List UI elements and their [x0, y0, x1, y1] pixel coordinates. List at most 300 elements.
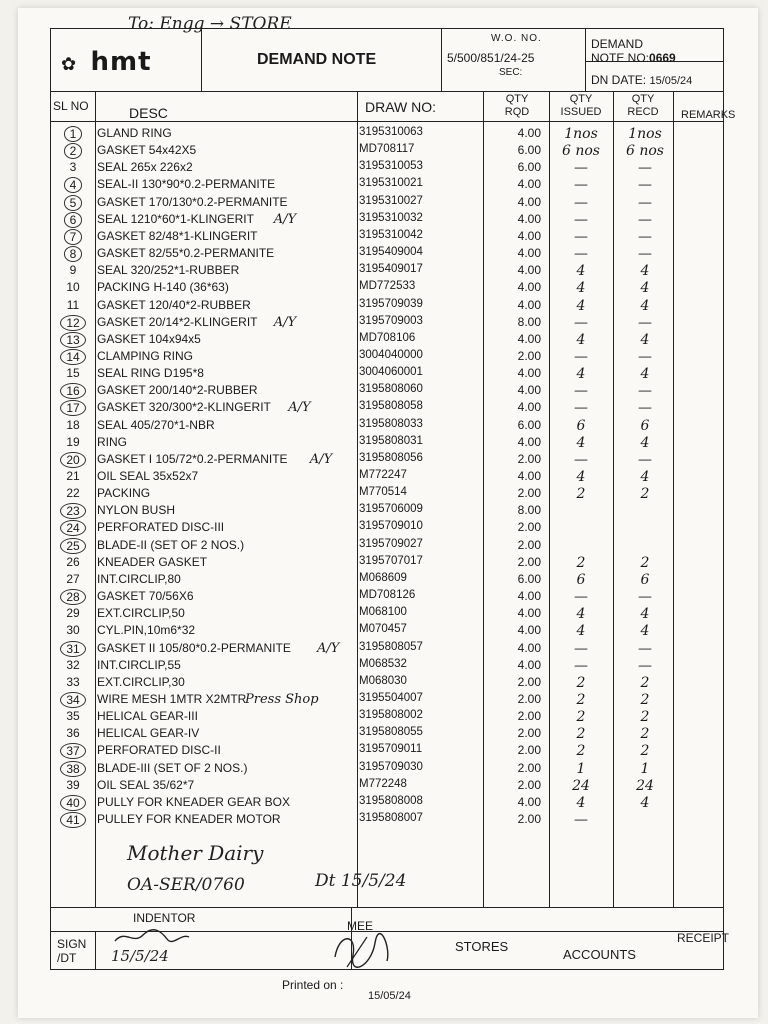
table-row — [51, 468, 723, 485]
indentor-signature: 15/5/24 — [111, 927, 191, 965]
table-row — [51, 279, 723, 296]
table-row — [51, 777, 723, 794]
table-row — [51, 125, 723, 142]
desc-cell: GASKET 120/40*2-RUBBER — [97, 297, 251, 312]
sl-cell: 16 — [51, 383, 95, 399]
draw-no-cell: M068532 — [359, 657, 407, 670]
qty-rqd-cell: 6.00 — [517, 143, 541, 158]
qty-recd-cell: — — [638, 657, 652, 674]
desc-cell: GASKET 200/140*2-RUBBER — [97, 383, 258, 398]
draw-no-cell: 3004060001 — [359, 366, 423, 379]
desc-cell: BLADE-II (SET OF 2 NOS.) — [97, 537, 245, 552]
page-title: DEMAND NOTE — [257, 51, 377, 68]
draw-no-cell: 3195409017 — [359, 263, 423, 276]
qty-issued-cell: 1 — [576, 760, 586, 777]
sl-cell: 5 — [51, 195, 95, 211]
sl-cell: 7 — [51, 229, 95, 245]
draw-no-cell: 3195808060 — [359, 383, 423, 396]
table-row — [51, 708, 723, 725]
sl-cell: 34 — [51, 692, 95, 708]
draw-no-cell: 3195707017 — [359, 554, 423, 567]
qty-rqd-cell: 4.00 — [517, 228, 541, 243]
qty-recd-cell: 4 — [640, 263, 650, 280]
qty-rqd-cell: 2.00 — [517, 726, 541, 741]
qty-rqd-cell: 2.00 — [517, 554, 541, 569]
sl-cell: 31 — [51, 641, 95, 657]
draw-no-cell: MD708106 — [359, 331, 416, 344]
sl-cell: 2 — [51, 143, 95, 159]
desc-cell: EXT.CIRCLIP,30 — [97, 674, 185, 689]
table-row — [51, 211, 723, 228]
table-row — [51, 262, 723, 279]
desc-cell: SEAL-II 130*90*0.2-PERMANITE — [97, 177, 276, 192]
draw-no-cell: 3195709039 — [359, 297, 423, 310]
table-row — [51, 194, 723, 211]
sl-cell: 35 — [66, 709, 80, 724]
remark-note: A/Y — [288, 400, 311, 416]
sl-cell: 13 — [51, 332, 95, 348]
desc-cell: NYLON BUSH — [97, 503, 176, 518]
dt-label: /DT — [57, 951, 77, 965]
desc-cell: WIRE MESH 1MTR X2MTR — [97, 691, 247, 706]
table-row — [51, 331, 723, 348]
qty-rqd-cell: 4.00 — [517, 366, 541, 381]
indentor-label: INDENTOR — [133, 911, 196, 925]
draw-no-cell: 3195504007 — [359, 691, 423, 704]
sl-cell: 22 — [66, 486, 80, 501]
qty-rqd-cell: 4.00 — [517, 126, 541, 140]
sl-cell: 26 — [66, 554, 80, 569]
qty-rqd-cell: 4.00 — [517, 194, 541, 209]
sl-cell: 20 — [51, 452, 95, 468]
qty-recd-cell: 4 — [640, 794, 650, 811]
qty-issued-cell: 4 — [576, 263, 586, 280]
table-row — [51, 760, 723, 777]
qty-rqd-cell: 2.00 — [517, 812, 541, 826]
sl-cell: 33 — [66, 674, 80, 689]
table-row — [51, 605, 723, 622]
desc-cell: RING — [97, 434, 127, 449]
desc-cell: GASKET 170/130*0.2-PERMANITE — [97, 194, 288, 209]
qty-issued-cell: 2 — [576, 691, 586, 708]
qty-rqd-cell: 2.00 — [517, 760, 541, 775]
col-sl-no: SL NO — [53, 99, 89, 113]
qty-issued-cell: 6 nos — [562, 143, 600, 160]
qty-recd-cell: — — [638, 314, 652, 331]
desc-cell: PULLEY FOR KNEADER MOTOR — [97, 812, 281, 826]
draw-no-cell: 3195310021 — [359, 177, 423, 190]
qty-issued-cell: — — [574, 314, 588, 331]
qty-rqd-cell: 4.00 — [517, 794, 541, 809]
table-row — [51, 571, 723, 588]
desc-cell: PACKING H-140 (36*63) — [97, 280, 229, 295]
qty-recd-cell: 1 — [640, 760, 650, 777]
sl-cell: 28 — [51, 589, 95, 605]
qty-recd-cell: — — [638, 589, 652, 606]
sl-cell: 38 — [51, 761, 95, 777]
qty-issued-cell: 4 — [576, 331, 586, 348]
desc-cell: SEAL 320/252*1-RUBBER — [97, 263, 240, 278]
sl-cell: 10 — [66, 280, 80, 295]
accounts-label: ACCOUNTS — [563, 947, 636, 962]
qty-issued-cell: 4 — [576, 623, 586, 640]
qty-rqd-cell: 6.00 — [517, 417, 541, 432]
qty-rqd-cell: 6.00 — [517, 160, 541, 175]
table-row — [51, 176, 723, 193]
table-row — [51, 622, 723, 639]
hmt-logo: ✿ hmt — [61, 47, 152, 77]
table-row — [51, 537, 723, 554]
qty-issued-cell: — — [574, 228, 588, 245]
desc-cell: SEAL 405/270*1-NBR — [97, 417, 215, 432]
qty-issued-cell: 2 — [576, 726, 586, 743]
qty-rqd-cell: 4.00 — [517, 589, 541, 604]
sl-cell: 19 — [66, 434, 80, 449]
qty-issued-cell: — — [574, 160, 588, 177]
qty-issued-cell: — — [574, 657, 588, 674]
qty-recd-cell: 4 — [640, 469, 650, 485]
draw-no-cell: 3195808031 — [359, 434, 423, 447]
qty-rqd-cell: 2.00 — [517, 674, 541, 689]
remark-note: A/Y — [273, 314, 297, 330]
sl-cell: 23 — [51, 503, 95, 519]
sl-cell: 40 — [51, 795, 95, 811]
desc-cell: GASKET I 105/72*0.2-PERMANITE — [97, 451, 288, 466]
qty-recd-cell: — — [638, 194, 652, 211]
sl-cell: 6 — [51, 212, 95, 228]
qty-recd-cell: — — [638, 451, 652, 468]
table-row — [51, 314, 723, 331]
remark-note: A/Y — [317, 640, 340, 656]
qty-recd-cell: 6 — [640, 571, 650, 588]
col-draw-no: DRAW NO: — [365, 99, 437, 115]
sl-cell: 4 — [51, 177, 95, 193]
draw-no-cell: M770514 — [359, 486, 407, 499]
qty-issued-cell: — — [574, 194, 588, 211]
draw-no-cell: 3195706009 — [359, 503, 423, 516]
qty-issued-cell: 1nos — [564, 126, 598, 142]
qty-issued-cell: 2 — [576, 674, 586, 691]
qty-rqd-cell: 8.00 — [517, 314, 541, 329]
qty-recd-cell: 4 — [640, 280, 650, 297]
handwritten-customer: Mother Dairy — [127, 841, 264, 865]
printed-on-label: Printed on : — [282, 978, 344, 992]
desc-cell: GASKET II 105/80*0.2-PERMANITE — [97, 640, 291, 655]
qty-issued-cell: 4 — [576, 469, 586, 485]
desc-cell: GASKET 54x42X5 — [97, 143, 197, 158]
table-row — [51, 725, 723, 742]
qty-issued-cell: 24 — [572, 777, 590, 794]
demand-note-no: NOTE NO:0669 — [591, 51, 676, 65]
draw-no-cell: 3195808057 — [359, 640, 423, 653]
table-row — [51, 794, 723, 811]
qty-rqd-cell: 2.00 — [517, 743, 541, 758]
draw-no-cell: M068030 — [359, 674, 407, 687]
qty-recd-cell: 1nos — [628, 126, 662, 142]
receipt-label: RECEIPT — [677, 931, 730, 945]
draw-no-cell: 3195808056 — [359, 451, 423, 464]
desc-cell: CLAMPING RING — [97, 348, 194, 363]
qty-issued-cell: 4 — [576, 366, 586, 383]
printed-on-date: 15/05/24 — [368, 990, 411, 1002]
table-row — [51, 674, 723, 691]
table-row — [51, 451, 723, 468]
draw-no-cell: 3195709030 — [359, 760, 423, 773]
qty-recd-cell: — — [638, 348, 652, 365]
draw-no-cell: M068609 — [359, 571, 407, 584]
table-row — [51, 742, 723, 759]
qty-issued-cell: — — [574, 383, 588, 400]
draw-no-cell: 3195310032 — [359, 211, 423, 224]
qty-recd-cell: — — [638, 400, 652, 417]
qty-rqd-cell: 6.00 — [517, 571, 541, 586]
qty-rqd-cell: 4.00 — [517, 280, 541, 295]
qty-issued-cell: — — [574, 348, 588, 365]
qty-rqd-cell: 4.00 — [517, 263, 541, 278]
qty-rqd-cell: 4.00 — [517, 297, 541, 312]
sl-cell: 30 — [66, 623, 80, 638]
table-row — [51, 640, 723, 657]
qty-issued-cell: 4 — [576, 297, 586, 314]
draw-no-cell: 3195310027 — [359, 194, 423, 207]
desc-cell: PULLY FOR KNEADER GEAR BOX — [97, 794, 290, 809]
table-row — [51, 588, 723, 605]
remark-note: A/Y — [309, 451, 333, 467]
sl-cell: 37 — [51, 743, 95, 759]
qty-rqd-cell: 2.00 — [517, 451, 541, 466]
qty-rqd-cell: 2.00 — [517, 486, 541, 501]
qty-issued-cell: — — [574, 400, 588, 417]
qty-rqd-cell: 2.00 — [517, 709, 541, 724]
draw-no-cell: MD708117 — [359, 143, 415, 156]
mee-signature-icon — [327, 927, 397, 976]
qty-recd-cell: 4 — [640, 366, 650, 383]
qty-recd-cell: 2 — [640, 726, 650, 743]
qty-issued-cell: — — [574, 246, 588, 263]
table-row — [51, 348, 723, 365]
table-row — [51, 434, 723, 451]
draw-no-cell: M772247 — [359, 469, 407, 481]
qty-recd-cell: 2 — [640, 486, 650, 503]
stores-label: STORES — [455, 939, 509, 954]
sl-cell: 14 — [51, 349, 95, 365]
sl-cell: 32 — [66, 657, 80, 672]
qty-rqd-cell: 4.00 — [517, 331, 541, 346]
desc-cell: GASKET 70/56X6 — [97, 589, 194, 604]
demand-label: DEMAND — [591, 37, 644, 51]
qty-recd-cell: — — [638, 177, 652, 194]
sl-cell: 15 — [66, 366, 80, 381]
col-qty-issued: QTY ISSUED — [560, 93, 602, 118]
draw-no-cell: 3195808055 — [359, 726, 423, 739]
sl-cell: 41 — [51, 812, 95, 828]
desc-cell: GASKET 320/300*2-KLINGERIT — [97, 400, 271, 415]
qty-issued-cell: 2 — [576, 486, 586, 503]
draw-no-cell: 3195808008 — [359, 794, 423, 807]
sl-cell: 29 — [66, 606, 80, 621]
qty-recd-cell: 2 — [640, 554, 650, 571]
sl-cell: 17 — [51, 400, 95, 416]
desc-cell: OIL SEAL 35x52x7 — [97, 469, 199, 483]
desc-cell: SEAL 265x 226x2 — [97, 160, 193, 175]
desc-cell: SEAL RING D195*8 — [97, 366, 204, 381]
draw-no-cell: M070457 — [359, 623, 407, 636]
draw-no-cell: M068100 — [359, 606, 407, 619]
col-remarks: REMARKS — [681, 109, 736, 121]
table-row — [51, 485, 723, 502]
draw-no-cell: 3195709011 — [359, 743, 423, 756]
qty-issued-cell: 2 — [576, 554, 586, 571]
draw-no-cell: 3195310063 — [359, 126, 423, 138]
table-row — [51, 657, 723, 674]
sl-cell: 39 — [66, 777, 80, 792]
desc-cell: EXT.CIRCLIP,50 — [97, 606, 185, 621]
qty-issued-cell: 4 — [576, 606, 586, 623]
qty-rqd-cell: 2.00 — [517, 691, 541, 706]
draw-no-cell: 3195808033 — [359, 417, 423, 430]
qty-rqd-cell: 8.00 — [517, 503, 541, 518]
draw-no-cell: M772248 — [359, 777, 407, 790]
desc-cell: BLADE-III (SET OF 2 NOS.) — [97, 760, 248, 775]
desc-cell: PERFORATED DISC-III — [97, 520, 225, 535]
draw-no-cell: MD708126 — [359, 589, 416, 602]
qty-recd-cell: — — [638, 211, 652, 228]
col-qty-rqd: QTY RQD — [504, 93, 530, 118]
sec-label: SEC: — [499, 67, 523, 78]
mee-label: MEE — [347, 919, 374, 933]
qty-rqd-cell: 2.00 — [517, 777, 541, 792]
qty-rqd-cell: 2.00 — [517, 537, 541, 552]
sl-cell: 1 — [51, 126, 95, 142]
desc-cell: INT.CIRCLIP,55 — [97, 657, 181, 672]
qty-recd-cell: 4 — [640, 331, 650, 348]
signature-mark-icon — [111, 927, 191, 947]
desc-cell: OIL SEAL 35/62*7 — [97, 777, 195, 792]
routing-note: To: Engg → STORE — [128, 14, 292, 34]
sl-cell: 25 — [51, 538, 95, 554]
qty-issued-cell: — — [574, 640, 588, 657]
table-row — [51, 691, 723, 708]
qty-rqd-cell: 4.00 — [517, 383, 541, 398]
table-row — [51, 554, 723, 571]
qty-issued-cell: — — [574, 177, 588, 194]
sign-label: SIGN — [57, 937, 87, 951]
qty-recd-cell: 2 — [640, 691, 650, 708]
desc-cell: PERFORATED DISC-II — [97, 743, 221, 758]
qty-issued-cell: 6 — [576, 571, 586, 588]
qty-recd-cell: 6 — [640, 417, 650, 434]
table-row — [51, 297, 723, 314]
desc-cell: HELICAL GEAR-III — [97, 709, 198, 724]
sl-cell: 21 — [66, 469, 80, 483]
qty-rqd-cell: 4.00 — [517, 469, 541, 483]
table-row — [51, 811, 723, 828]
draw-no-cell: 3195709027 — [359, 537, 423, 550]
qty-recd-cell: 4 — [640, 434, 650, 451]
qty-issued-cell: 2 — [576, 709, 586, 726]
qty-issued-cell: — — [574, 211, 588, 228]
draw-no-cell: 3195808007 — [359, 812, 423, 824]
table-row — [51, 417, 723, 434]
table-row — [51, 245, 723, 262]
table-row — [51, 142, 723, 159]
qty-recd-cell: 4 — [640, 606, 650, 623]
qty-rqd-cell: 4.00 — [517, 640, 541, 655]
remark-note: Press Shop — [245, 691, 319, 707]
qty-issued-cell: — — [574, 589, 588, 606]
qty-recd-cell: 6 nos — [626, 143, 664, 160]
table-row — [51, 519, 723, 536]
qty-issued-cell: 4 — [576, 280, 586, 297]
handwritten-date: Dt 15/5/24 — [315, 871, 407, 891]
qty-rqd-cell: 4.00 — [517, 623, 541, 638]
sl-cell: 3 — [69, 160, 77, 175]
qty-recd-cell: 4 — [640, 623, 650, 640]
qty-rqd-cell: 4.00 — [517, 211, 541, 226]
qty-issued-cell: 6 — [576, 417, 586, 434]
table-row — [51, 502, 723, 519]
wo-label: W.O. NO. — [491, 33, 542, 44]
desc-cell: KNEADER GASKET — [97, 554, 208, 569]
table-row — [51, 365, 723, 382]
table-row — [51, 228, 723, 245]
desc-cell: GLAND RING — [97, 126, 172, 140]
qty-rqd-cell: 4.00 — [517, 434, 541, 449]
emblem-icon: ✿ — [61, 54, 77, 74]
handwritten-order-ref: OA-SER/0760 — [127, 875, 245, 895]
qty-recd-cell: — — [638, 246, 652, 263]
wo-number: 5/500/851/24-25 — [447, 51, 535, 65]
desc-cell: GASKET 82/48*1-KLINGERIT — [97, 228, 258, 243]
qty-issued-cell: — — [574, 812, 588, 828]
form-frame — [50, 28, 736, 970]
qty-rqd-cell: 4.00 — [517, 657, 541, 672]
table-row — [51, 382, 723, 399]
desc-cell: SEAL 1210*60*1-KLINGERIT — [97, 211, 254, 226]
qty-recd-cell: 2 — [640, 743, 650, 760]
draw-no-cell: 3195310042 — [359, 228, 423, 241]
col-desc: DESC — [129, 105, 168, 121]
draw-no-cell: 3195409004 — [359, 246, 423, 259]
draw-no-cell: 3195808002 — [359, 709, 423, 722]
desc-cell: GASKET 104x94x5 — [97, 331, 201, 346]
qty-issued-cell: 2 — [576, 743, 586, 760]
desc-cell: INT.CIRCLIP,80 — [97, 571, 181, 586]
sl-cell: 27 — [66, 571, 80, 586]
table-row — [51, 159, 723, 176]
qty-rqd-cell: 2.00 — [517, 520, 541, 535]
qty-rqd-cell: 4.00 — [517, 400, 541, 415]
qty-recd-cell: 4 — [640, 297, 650, 314]
qty-recd-cell: — — [638, 640, 652, 657]
qty-issued-cell: — — [574, 451, 588, 468]
sl-cell: 9 — [69, 263, 77, 278]
draw-no-cell: 3195808058 — [359, 400, 423, 413]
draw-no-cell: MD772533 — [359, 280, 416, 293]
col-qty-recd: QTY RECD — [627, 93, 659, 118]
draw-no-cell: 3195709003 — [359, 314, 423, 327]
sl-cell: 8 — [51, 246, 95, 262]
qty-recd-cell: — — [638, 228, 652, 245]
desc-cell: HELICAL GEAR-IV — [97, 726, 200, 741]
qty-recd-cell: — — [638, 160, 652, 177]
qty-issued-cell: 4 — [576, 434, 586, 451]
sl-cell: 24 — [51, 520, 95, 536]
desc-cell: PACKING — [97, 486, 151, 501]
table-row — [51, 399, 723, 416]
qty-recd-cell: 2 — [640, 674, 650, 691]
qty-rqd-cell: 4.00 — [517, 246, 541, 261]
